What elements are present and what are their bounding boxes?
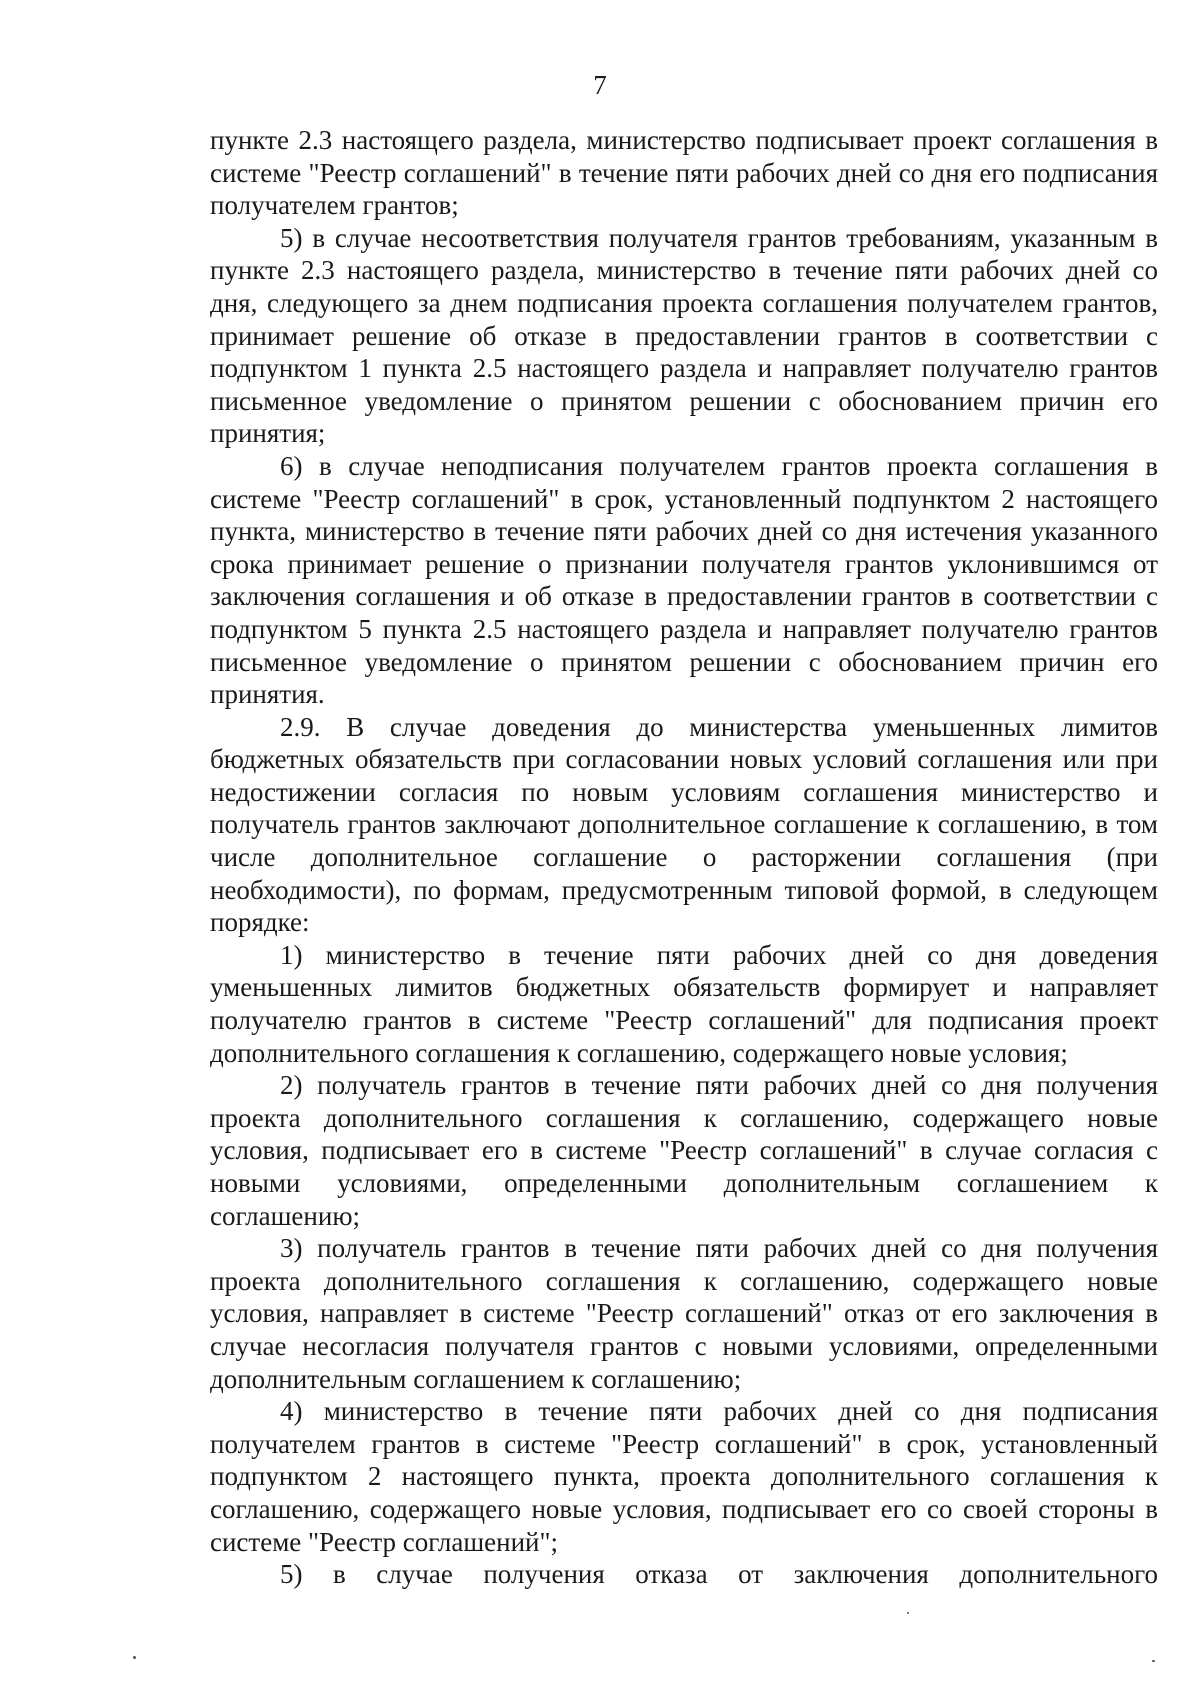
section-2-9-list-item-4: 4) министерство в течение пяти рабочих дней со дня подписания получателем грантов в системе "Реестр соглашений" в срок, установленный подпунктом 2 настоящего пункта, проекта дополнительного соглашения к соглашению, содержащего новые условия, подписывает его со своей стороны в системе "Реестр соглашений"; (210, 1396, 1158, 1557)
section-2-9-list-item-1: 1) министерство в течение пяти рабочих дней со дня доведения уменьшенных лимитов бюджетных обязательств формирует и направляет получателю грантов в системе "Реестр соглашений" для подписания проект дополнительного соглашения к соглашению, содержащего новые условия; (210, 939, 1158, 1068)
page-number: 7 (593, 70, 607, 100)
scan-speck (1152, 1660, 1155, 1662)
list-item-6: 6) в случае неподписания получателем грантов проекта соглашения в системе "Реестр соглашений" в срок, установленный подпунктом 2 настоящего пункта, министерство в течение пяти рабочих дней со дня истечения указанного срока принимает решение о признании получателя грантов уклонившимся от заключения соглашения и об отказе в предоставлении грантов в соответствии с подпунктом 5 пункта 2.5 настоящего раздела и направляет получателю грантов письменное уведомление о принятом решении с обоснованием причин его принятия. (210, 450, 1158, 710)
paragraph-continuation: пункте 2.3 настоящего раздела, министерство подписывает проект соглашения в системе "Реестр соглашений" в течение пяти рабочих дней со дня его подписания получателем грантов; (210, 125, 1158, 221)
list-item-5: 5) в случае несоответствия получателя грантов требованиям, указанным в пункте 2.3 настоящего раздела, министерство в течение пяти рабочих дней со дня, следующего за днем подписания проекта соглашения получателем грантов, принимает решение об отказе в предоставлении грантов в соответствии с подпунктом 1 пункта 2.5 настоящего раздела и направляет получателю грантов письменное уведомление о принятом решении с обоснованием причин его принятия; (210, 222, 1158, 449)
scan-speck (907, 1612, 909, 1614)
document-body (210, 124, 1158, 1591)
section-2-9-list-item-3: 3) получатель грантов в течение пяти рабочих дней со дня получения проекта дополнительного соглашения к соглашению, содержащего новые условия, направляет в системе "Реестр соглашений" отказ от его заключения в случае несогласия получателя грантов с новыми условиями, определенными дополнительным соглашением к соглашению; (210, 1233, 1158, 1394)
section-2-9-paragraph: 2.9. В случае доведения до министерства уменьшенных лимитов бюджетных обязательств при согласовании новых условий соглашения или при недостижении согласия по новым условиям соглашения министерство и получатель грантов заключают дополнительное соглашение к соглашению, в том числе дополнительное соглашение о расторжении соглашения (при необходимости), по формам, предусмотренным типовой формой, в следующем порядке: (210, 711, 1158, 938)
section-2-9-list-item-5: 5) в случае получения отказа от заключения дополнительного (280, 1559, 1158, 1590)
scan-speck (133, 1656, 136, 1659)
section-2-9-list-item-2: 2) получатель грантов в течение пяти рабочих дней со дня получения проекта дополнительного соглашения к соглашению, содержащего новые условия, подписывает его в системе "Реестр соглашений" в случае согласия с новыми условиями, определенными дополнительным соглашением к соглашению; (210, 1070, 1158, 1231)
